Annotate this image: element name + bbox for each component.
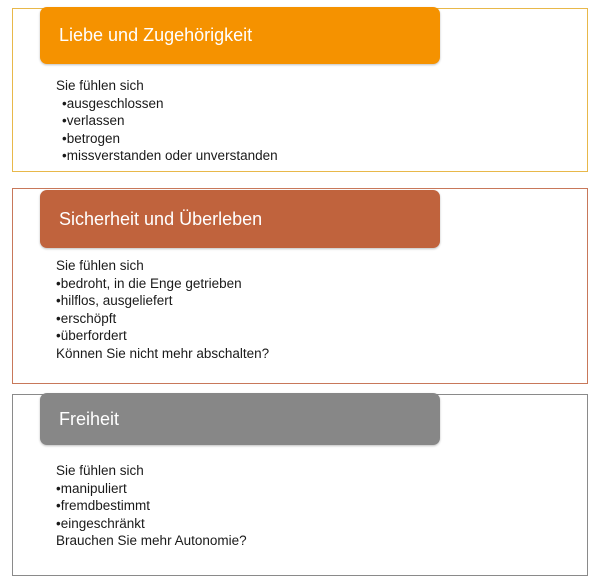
intro-text: Sie fühlen sich	[56, 78, 144, 93]
list-item-text: ausgeschlossen	[66, 95, 164, 111]
bullet: •	[56, 480, 61, 496]
panel-title: Freiheit	[59, 408, 120, 429]
panel-header-sicherheit	[40, 190, 440, 248]
list-item-text: eingeschränkt	[60, 515, 145, 531]
bullet: •	[56, 498, 61, 514]
bullet: •	[62, 130, 67, 146]
bullet: •	[56, 328, 61, 344]
list-item	[56, 112, 278, 130]
list-item-text: manipuliert	[60, 480, 127, 496]
list-item-text: verlassen	[66, 113, 125, 129]
list-item	[56, 310, 269, 328]
bullet: •	[62, 95, 67, 111]
list-item-text: bedroht, in die Enge getrieben	[60, 275, 242, 291]
list-item-text: fremdbestimmt	[60, 498, 151, 514]
list-item	[56, 497, 247, 515]
panel-body	[56, 77, 278, 165]
intro-text: Sie fühlen sich	[56, 463, 144, 478]
panel-body	[56, 462, 247, 550]
list-item-text: überfordert	[60, 328, 127, 344]
list-item	[56, 130, 278, 148]
panel-title: Sicherheit und Überleben	[59, 208, 263, 229]
bullet: •	[56, 293, 61, 309]
panel-body	[56, 257, 269, 363]
list-item-text: missverstanden oder unverstanden	[66, 148, 278, 164]
list-item-text: betrogen	[66, 130, 121, 146]
panel-header-freiheit	[40, 393, 440, 445]
list-item	[56, 327, 269, 345]
panel-liebe	[12, 8, 588, 172]
question-text: Können Sie nicht mehr abschalten?	[56, 345, 270, 361]
panel-sicherheit	[12, 188, 588, 384]
bullet: •	[62, 113, 67, 129]
bullet: •	[56, 515, 61, 531]
bullet: •	[56, 275, 61, 291]
panel-header-liebe	[40, 7, 440, 64]
list-item-text: hilflos, ausgeliefert	[60, 293, 173, 309]
list-item	[56, 147, 278, 165]
question-text: Brauchen Sie mehr Autonomie?	[56, 533, 247, 549]
list-item	[56, 275, 269, 293]
panel-freiheit	[12, 394, 588, 576]
intro-text: Sie fühlen sich	[56, 258, 144, 273]
panel-title: Liebe und Zugehörigkeit	[59, 25, 253, 45]
list-item	[56, 292, 269, 310]
list-item	[56, 480, 247, 498]
list-item	[56, 515, 247, 533]
bullet: •	[62, 148, 67, 164]
list-item	[56, 95, 278, 113]
bullet: •	[56, 310, 61, 326]
list-item-text: erschöpft	[60, 310, 117, 326]
